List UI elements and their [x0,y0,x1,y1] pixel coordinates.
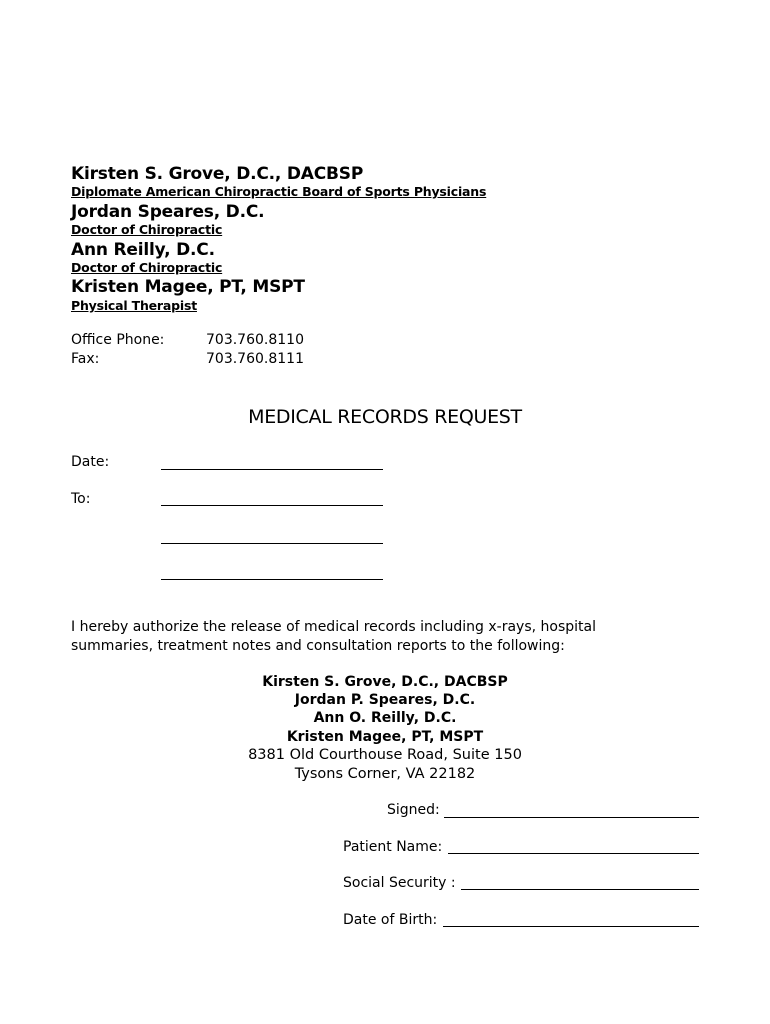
fax-value: 703.760.8111 [206,351,304,367]
to-label: To: [71,491,91,507]
provider-credential-grove: Diplomate American Chiropractic Board of Sports Physicians [71,184,487,199]
authorization-text-line-2: summaries, treatment notes and consultation reports to the following: [71,638,565,654]
address-line-2: Tysons Corner, VA 22182 [294,766,476,782]
date-of-birth-field-line[interactable] [443,926,699,927]
date-label: Date: [71,454,110,470]
date-field-line[interactable] [161,469,383,470]
recipient-grove: Kirsten S. Grove, D.C., DACBSP [262,674,508,690]
provider-credential-reilly: Doctor of Chiropractic [71,260,223,275]
authorization-text-line-1: I hereby authorize the release of medical records including x-rays, hospital [71,619,596,635]
provider-name-grove: Kirsten S. Grove, D.C., DACBSP [71,164,364,184]
signed-field-line[interactable] [444,817,699,818]
recipient-speares: Jordan P. Speares, D.C. [294,692,476,708]
social-security-label: Social Security : [343,875,456,891]
address-line-1: 8381 Old Courthouse Road, Suite 150 [248,747,522,763]
patient-name-label: Patient Name: [343,839,443,855]
provider-name-reilly: Ann Reilly, D.C. [71,240,215,260]
social-security-field-line[interactable] [461,889,699,890]
to-field-line-1[interactable] [161,505,383,506]
fax-label: Fax: [71,351,100,367]
office-phone-label: Office Phone: [71,332,165,348]
signed-label: Signed: [387,802,440,818]
office-phone-value: 703.760.8110 [206,332,304,348]
recipient-magee: Kristen Magee, PT, MSPT [286,729,484,745]
to-field-line-2[interactable] [161,543,383,544]
provider-credential-speares: Doctor of Chiropractic [71,222,223,237]
patient-name-field-line[interactable] [448,853,699,854]
provider-name-speares: Jordan Speares, D.C. [71,202,265,222]
page-title: MEDICAL RECORDS REQUEST [248,406,522,428]
provider-credential-magee: Physical Therapist [71,298,197,313]
provider-name-magee: Kristen Magee, PT, MSPT [71,277,305,297]
recipient-reilly: Ann O. Reilly, D.C. [313,710,457,726]
to-field-line-3[interactable] [161,579,383,580]
date-of-birth-label: Date of Birth: [343,912,438,928]
